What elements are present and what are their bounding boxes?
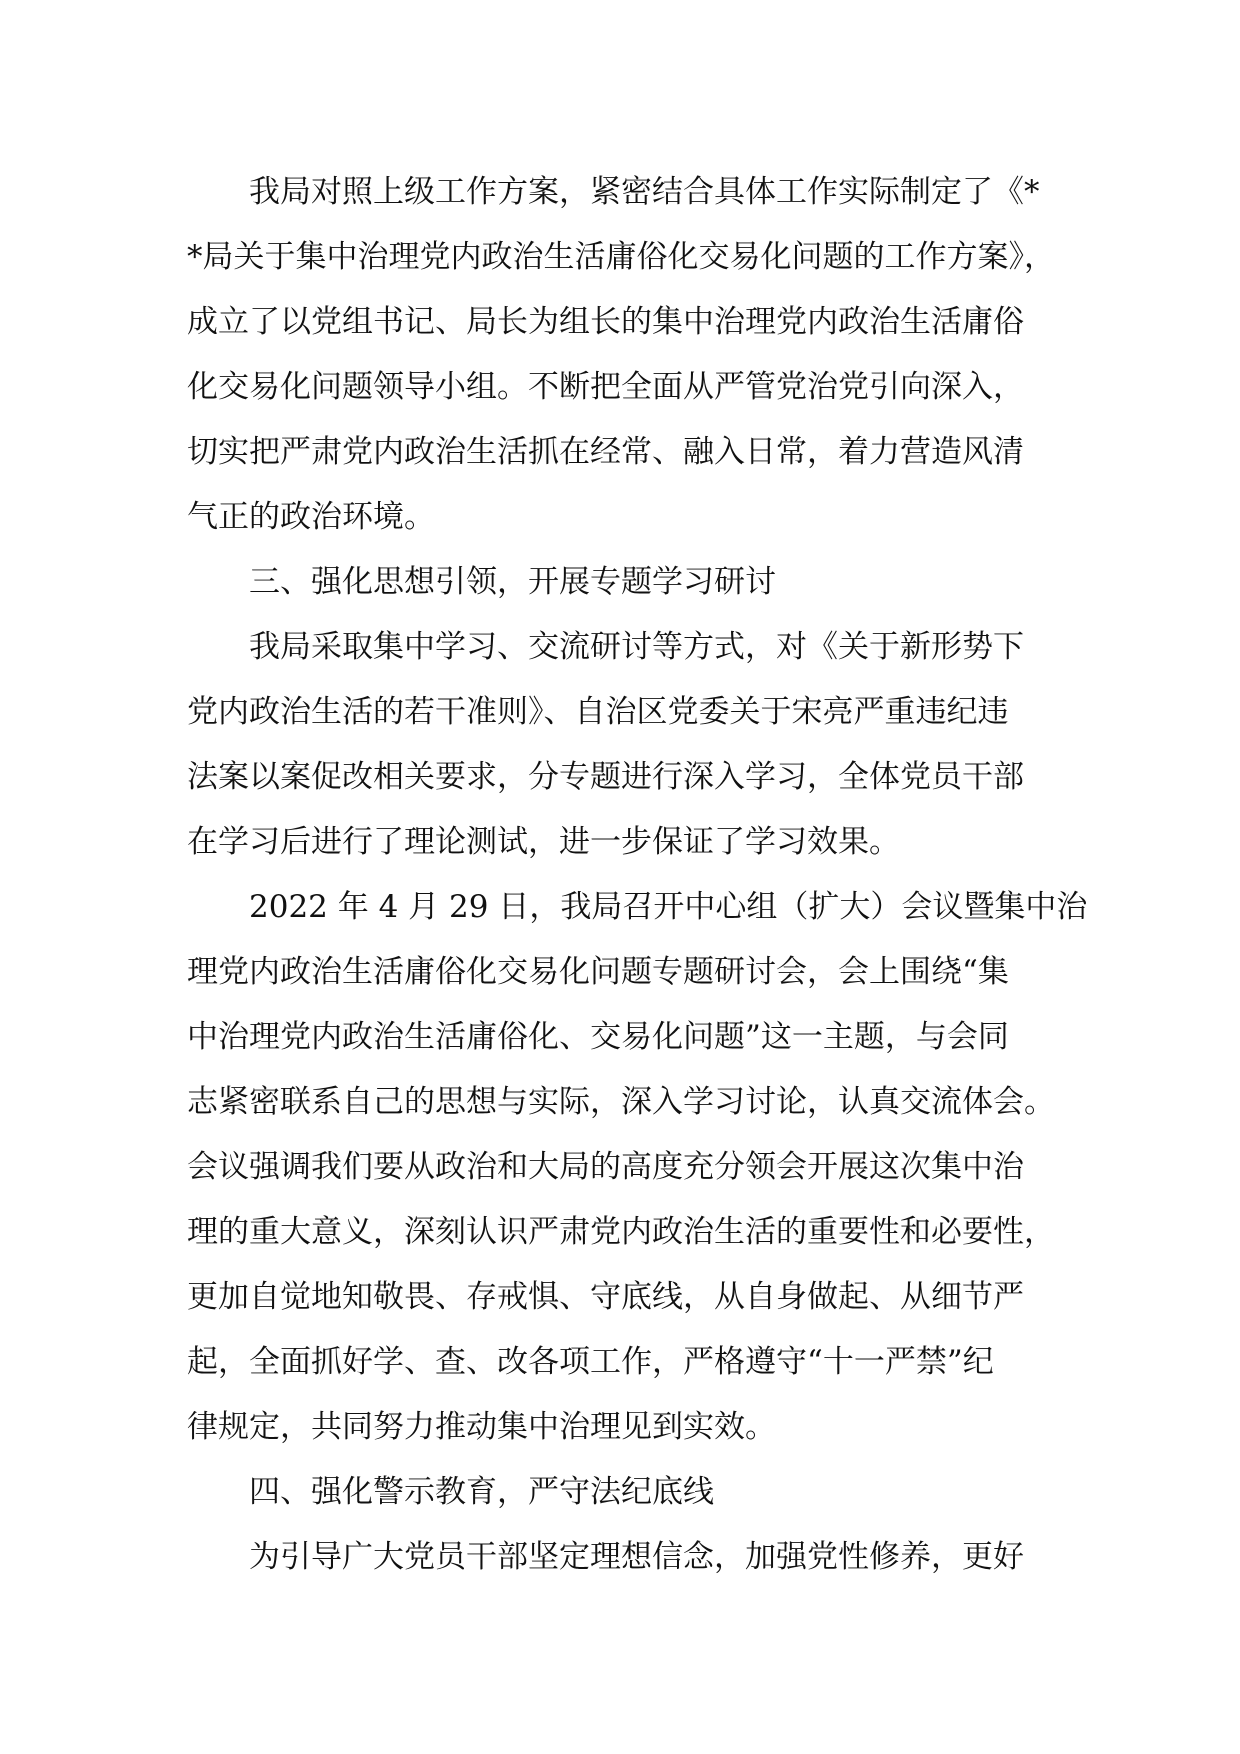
- section-heading: 三、强化思想引领，开展专题学习研讨: [249, 564, 776, 600]
- paragraph-line: 化交易化问题领导小组。不断把全面从严管党治党引向深入，: [187, 369, 1024, 405]
- paragraph-line: 气正的政治环境。: [187, 499, 435, 535]
- paragraph-line: 在学习后进行了理论测试，进一步保证了学习效果。: [187, 824, 900, 860]
- paragraph-line: 为引导广大党员干部坚定理想信念，加强党性修养，更好: [249, 1539, 1024, 1575]
- paragraph-line: 切实把严肃党内政治生活抓在经常、融入日常，着力营造风清: [187, 434, 1024, 470]
- paragraph-line: 会议强调我们要从政治和大局的高度充分领会开展这次集中治: [187, 1149, 1024, 1185]
- paragraph-line: 志紧密联系自己的思想与实际，深入学习讨论，认真交流体会。: [187, 1084, 1055, 1120]
- paragraph-line: *局关于集中治理党内政治生活庸俗化交易化问题的工作方案》，: [187, 239, 1055, 275]
- paragraph-line: 起，全面抓好学、查、改各项工作，严格遵守“十一严禁”纪: [187, 1344, 994, 1380]
- paragraph-line: 中治理党内政治生活庸俗化、交易化问题”这一主题，与会同: [187, 1019, 1009, 1055]
- paragraph-line: 我局对照上级工作方案，紧密结合具体工作实际制定了《*: [249, 174, 1040, 210]
- paragraph-line: 我局采取集中学习、交流研讨等方式，对《关于新形势下: [249, 629, 1024, 665]
- document-page: [187, 160, 1088, 1590]
- paragraph-line: 党内政治生活的若干准则》、自治区党委关于宋亮严重违纪违: [187, 694, 1009, 730]
- paragraph-line: 理的重大意义，深刻认识严肃党内政治生活的重要性和必要性，: [187, 1214, 1055, 1250]
- paragraph-line: 理党内政治生活庸俗化交易化问题专题研讨会，会上围绕“集: [187, 954, 1009, 990]
- paragraph-line: 更加自觉地知敬畏、存戒惧、守底线，从自身做起、从细节严: [187, 1279, 1024, 1315]
- paragraph-line: 律规定，共同努力推动集中治理见到实效。: [187, 1409, 776, 1445]
- paragraph-line: 2022 年 4 月 29 日，我局召开中心组（扩大）会议暨集中治: [249, 889, 1088, 925]
- paragraph-line: 成立了以党组书记、局长为组长的集中治理党内政治生活庸俗: [187, 304, 1024, 340]
- paragraph-line: 法案以案促改相关要求，分专题进行深入学习，全体党员干部: [187, 759, 1024, 795]
- section-heading: 四、强化警示教育，严守法纪底线: [249, 1474, 714, 1510]
